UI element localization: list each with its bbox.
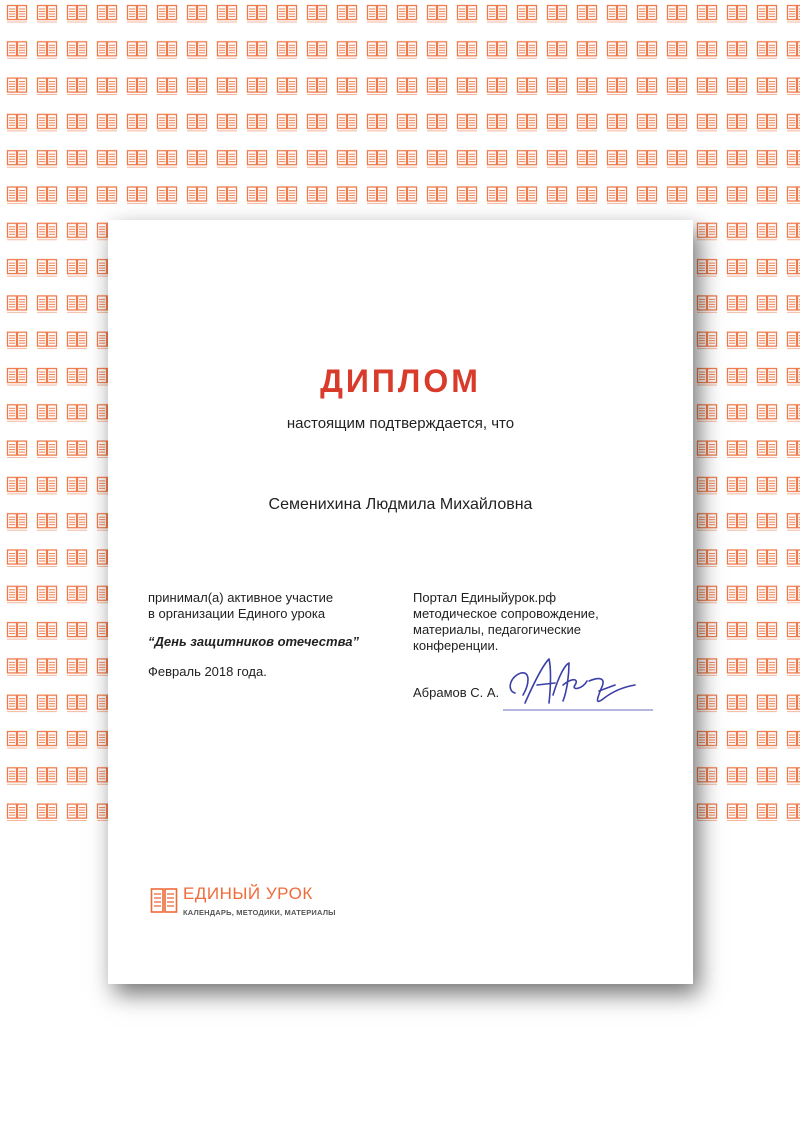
open-book-icon: [150, 887, 178, 915]
logo: [150, 884, 336, 920]
participation-block: [148, 590, 398, 680]
logo-title: ЕДИНЫЙ УРОК: [183, 884, 313, 903]
portal-block: [413, 590, 653, 654]
signer-name: Абрамов С. А.: [413, 685, 500, 700]
diploma-title: ДИПЛОМ: [320, 363, 481, 399]
recipient-name: Семенихина Людмила Михайловна: [268, 496, 533, 513]
signature: [503, 655, 653, 715]
participation-line-2: в организации Единого урока: [148, 606, 326, 621]
diploma-subtitle: настоящим подтверждается, что: [286, 415, 515, 432]
logo-subtitle: КАЛЕНДАРЬ, МЕТОДИКИ, МАТЕРИАЛЫ: [183, 908, 336, 917]
portal-line-3: материалы, педагогические: [413, 622, 581, 637]
portal-line-1: Портал Единыйурок.рф: [413, 590, 557, 605]
portal-line-4: конференции.: [413, 638, 499, 653]
diploma-sheet: [108, 220, 693, 984]
event-name: “День защитников отечества”: [148, 634, 360, 649]
event-date: Февраль 2018 года.: [148, 664, 267, 679]
portal-line-2: методическое сопровождение,: [413, 606, 599, 621]
participation-line-1: принимал(а) активное участие: [148, 590, 334, 605]
